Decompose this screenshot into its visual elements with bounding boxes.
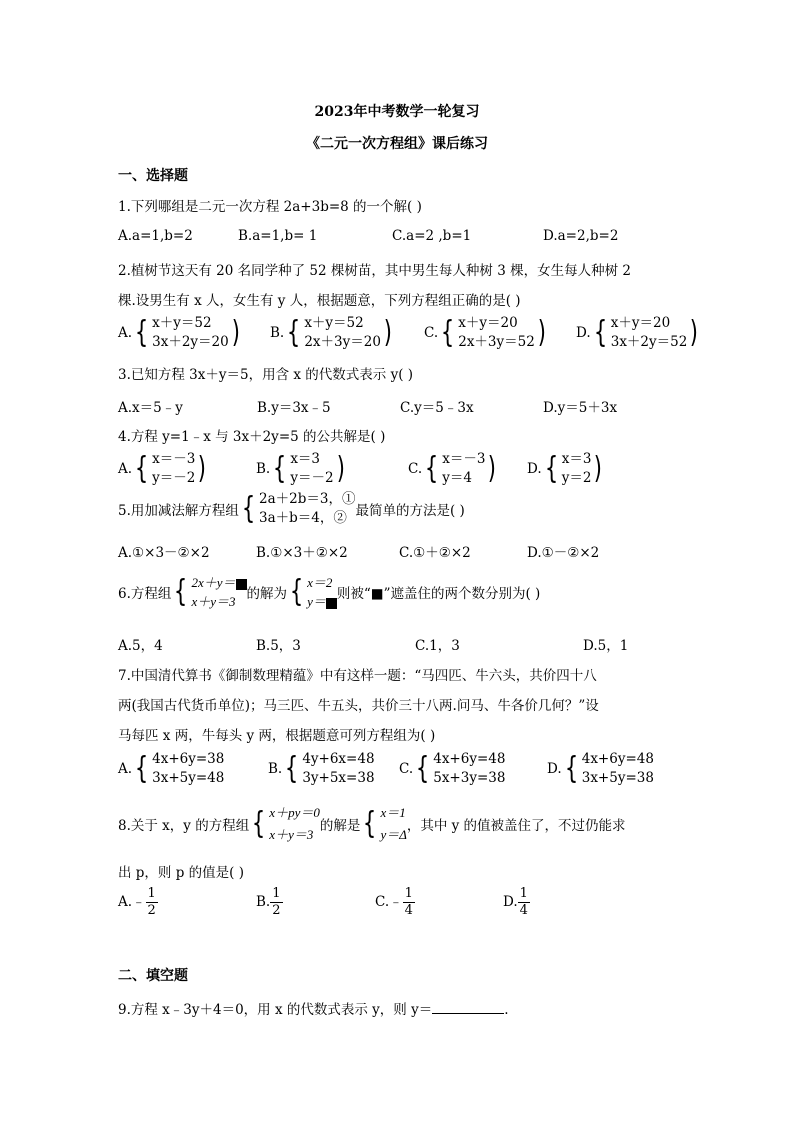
q1-stem: 1.下列哪组是二元一次方程 2a+3b=8 的一个解( ) [118, 199, 422, 215]
q4-d-eq2: y＝2 [561, 470, 592, 486]
q2-option-d [576, 314, 700, 352]
right-paren-icon: ) [231, 315, 240, 350]
section-fill-heading: 二、填空题 [118, 968, 188, 984]
q7-option-c-label: C. [399, 761, 414, 777]
q5-eq1: 2a＋2b＝3，① [258, 491, 356, 507]
q5-eq2: 3a＋b＝4，② [258, 510, 347, 526]
q8-mid: 的解是 [319, 818, 361, 834]
q8-option-d [503, 886, 530, 919]
left-brace-icon: { [273, 451, 287, 486]
q8-a-fraction [146, 886, 158, 919]
q2-stem-line1: 2.植树节这天有 20 名同学种了 52 棵树苗，其中男生每人种树 3 棵，女生每人种树 2 [118, 263, 631, 279]
right-paren-icon: ) [336, 451, 345, 486]
q6-stem [118, 573, 540, 611]
q8-suffix: ，其中 y 的值被盖住了，不过仍能求 [406, 818, 626, 834]
q8-d-num: 1 [519, 886, 528, 901]
q2-c-eq1: x＋y＝20 [458, 315, 518, 331]
q7-option-c [399, 750, 505, 788]
q5-suffix: 最简单的方法是( ) [355, 503, 465, 519]
q8-a-sign: ﹣ [132, 894, 146, 910]
right-paren-icon: ) [594, 451, 603, 486]
right-paren-icon: ) [198, 451, 207, 486]
q8-eq1: x＋py＝0 [269, 805, 320, 820]
q4-a-eq1: x＝－3 [152, 451, 196, 467]
q6-eq1 [191, 573, 246, 592]
left-brace-icon: { [289, 574, 304, 609]
q4-option-c-label: C. [408, 461, 423, 477]
q6-option-c: C.1，3 [415, 638, 460, 654]
q6-sol2 [307, 592, 337, 611]
q8-sol1: x＝1 [380, 805, 406, 820]
q5-option-b: B.①×3＋②×2 [256, 545, 348, 561]
right-paren-icon: ) [488, 451, 497, 486]
q4-stem: 4.方程 y=1﹣x 与 3x＋2y=5 的公共解是( ) [118, 429, 386, 445]
section-choice-heading: 一、选择题 [118, 168, 188, 184]
q6-sol2-text: y＝ [307, 594, 326, 609]
q1-option-b: B.a=1,b= 1 [238, 228, 318, 244]
q2-d-eq1: x＋y＝20 [610, 315, 671, 331]
left-brace-icon: { [593, 315, 607, 350]
q6-mid: 的解为 [246, 586, 288, 602]
q4-b-eq1: x＝3 [290, 451, 321, 467]
q1-option-a: A.a=1,b=2 [118, 228, 193, 244]
q8-option-b-label: B. [256, 894, 271, 910]
q8-a-num: 1 [147, 886, 156, 901]
left-brace-icon: { [252, 806, 266, 841]
q4-d-eq1: x＝3 [561, 451, 592, 467]
q4-a-eq2: y＝－2 [152, 470, 196, 486]
q7-option-d [547, 750, 654, 788]
q8-option-c-label: C. [375, 894, 390, 910]
q8-c-sign: ﹣ [389, 894, 403, 910]
left-brace-icon: { [425, 451, 439, 486]
q7-a-eq1: 4x+6y=38 [152, 751, 225, 767]
q7-b-eq1: 4y+6x=48 [302, 751, 375, 767]
q8-option-d-label: D. [503, 894, 518, 910]
q4-option-b [256, 450, 346, 488]
q6-prefix: 6.方程组 [118, 586, 172, 602]
q8-b-num: 1 [272, 886, 281, 901]
q8-c-fraction [403, 886, 415, 919]
q8-b-fraction [270, 886, 282, 919]
q8-d-fraction [518, 886, 530, 919]
q6-suffix: 则被“■”遮盖住的两个数分别为( ) [336, 586, 541, 602]
page-subtitle: 《二元一次方程组》课后练习 [306, 136, 488, 152]
q6-option-a: A.5，4 [118, 638, 163, 654]
q2-d-eq2: 3x＋2y＝52 [610, 334, 688, 350]
q3-option-c: C.y＝5﹣3x [400, 400, 474, 416]
q7-stem-line2: 两(我国古代货币单位)；马三匹、牛五头，共价三十八两.问马、牛各价几何？”设 [118, 698, 599, 714]
q7-d-eq2: 3x+5y=38 [581, 770, 654, 786]
q2-option-a-label: A. [118, 325, 133, 341]
left-brace-icon: { [564, 751, 578, 786]
q2-option-b [270, 314, 394, 352]
q4-option-d [527, 450, 604, 488]
q7-d-eq1: 4x+6y=48 [581, 751, 654, 767]
q5-stem [118, 490, 465, 528]
q2-option-c [424, 314, 548, 352]
q7-c-eq2: 5x+3y=38 [433, 770, 506, 786]
left-brace-icon: { [287, 315, 301, 350]
q8-stem-line2: 出 p，则 p 的值是( ) [118, 865, 244, 881]
left-brace-icon: { [363, 806, 377, 841]
q4-c-eq2: y＝4 [442, 470, 472, 486]
left-brace-icon: { [441, 315, 455, 350]
q8-c-num: 1 [404, 886, 413, 901]
left-brace-icon: { [134, 451, 149, 486]
q7-b-eq2: 3y+5x=38 [302, 770, 375, 786]
q7-option-b-label: B. [268, 761, 283, 777]
left-brace-icon: { [285, 751, 299, 786]
left-brace-icon: { [416, 751, 430, 786]
left-brace-icon: { [241, 491, 256, 526]
q8-option-a-label: A. [118, 894, 133, 910]
q7-stem-line3: 马每匹 x 两，牛每头 y 两，根据题意可列方程组为( ) [118, 728, 436, 744]
left-brace-icon: { [134, 315, 149, 350]
q1-option-c: C.a=2 ,b=1 [392, 228, 472, 244]
q6-option-d: D.5，1 [583, 638, 629, 654]
q5-prefix: 5.用加减法解方程组 [118, 503, 239, 519]
q6-eq1-text: 2x＋y＝ [191, 575, 236, 590]
left-brace-icon: { [174, 574, 188, 609]
right-paren-icon: ) [537, 315, 546, 350]
left-brace-icon: { [544, 451, 558, 486]
q2-a-eq2: 3x＋2y＝20 [152, 334, 229, 350]
q2-option-c-label: C. [424, 325, 439, 341]
q4-c-eq1: x＝－3 [442, 451, 486, 467]
q9-answer-blank[interactable] [432, 1001, 504, 1014]
covered-square-icon [326, 598, 337, 609]
q3-stem: 3.已知方程 3x＋y＝5，用含 x 的代数式表示 y( ) [118, 367, 414, 383]
q4-b-eq2: y＝－2 [290, 470, 334, 486]
right-paren-icon: ) [690, 315, 699, 350]
q3-option-a: A.x＝5﹣y [118, 400, 183, 416]
q6-option-b: B.5，3 [256, 638, 301, 654]
q6-eq2: x＋y＝3 [191, 594, 236, 609]
q4-option-b-label: B. [256, 461, 271, 477]
left-brace-icon: { [134, 751, 149, 786]
q3-option-d: D.y＝5＋3x [543, 400, 618, 416]
q3-option-b: B.y＝3x﹣5 [257, 400, 331, 416]
q2-option-a [118, 314, 241, 352]
q7-option-d-label: D. [547, 761, 562, 777]
q4-option-a [118, 450, 208, 488]
q9-stem-text: 9.方程 x﹣3y＋4＝0，用 x 的代数式表示 y，则 y＝ [118, 1002, 433, 1018]
q2-c-eq2: 2x＋3y＝52 [458, 334, 535, 350]
q9-end: . [504, 1002, 509, 1018]
right-paren-icon: ) [383, 315, 392, 350]
q8-stem [118, 802, 626, 846]
q7-option-a [118, 750, 224, 788]
q8-prefix: 8.关于 x，y 的方程组 [118, 818, 250, 834]
q4-option-d-label: D. [527, 461, 542, 477]
q7-c-eq1: 4x+6y=48 [433, 751, 506, 767]
q2-b-eq1: x＋y＝52 [304, 315, 364, 331]
q4-option-a-label: A. [118, 461, 133, 477]
q8-eq2: x＋y＝3 [269, 827, 314, 842]
q8-d-den: 4 [519, 903, 528, 918]
q8-option-a [118, 886, 158, 919]
q2-option-b-label: B. [270, 325, 285, 341]
q1-option-d: D.a=2,b=2 [543, 228, 619, 244]
q8-sol2: y＝Δ [380, 827, 407, 842]
covered-square-icon [236, 579, 247, 590]
q5-option-a: A.①×3－②×2 [118, 545, 210, 561]
q8-option-b [256, 886, 283, 919]
q6-sol1: x＝2 [307, 575, 333, 590]
q2-b-eq2: 2x＋3y＝20 [304, 334, 381, 350]
q7-option-a-label: A. [118, 761, 133, 777]
q2-stem-line2: 棵.设男生有 x 人，女生有 y 人，根据题意，下列方程组正确的是( ) [118, 293, 521, 309]
q7-a-eq2: 3x+5y=48 [152, 770, 225, 786]
q4-option-c [408, 450, 498, 488]
q5-option-d: D.①－②×2 [527, 545, 600, 561]
q2-option-d-label: D. [576, 325, 591, 341]
q8-option-c [375, 886, 415, 919]
q5-option-c: C.①＋②×2 [399, 545, 471, 561]
page-title: 2023年中考数学一轮复习 [314, 104, 480, 120]
q8-b-den: 2 [272, 903, 281, 918]
q7-option-b [268, 750, 375, 788]
q8-c-den: 4 [404, 903, 413, 918]
q8-a-den: 2 [147, 903, 156, 918]
q2-a-eq1: x＋y＝52 [152, 315, 212, 331]
q9-stem [118, 998, 509, 1018]
q7-stem-line1: 7.中国清代算书《御制数理精蕴》中有这样一题：“马四匹、牛六头，共价四十八 [118, 668, 597, 684]
